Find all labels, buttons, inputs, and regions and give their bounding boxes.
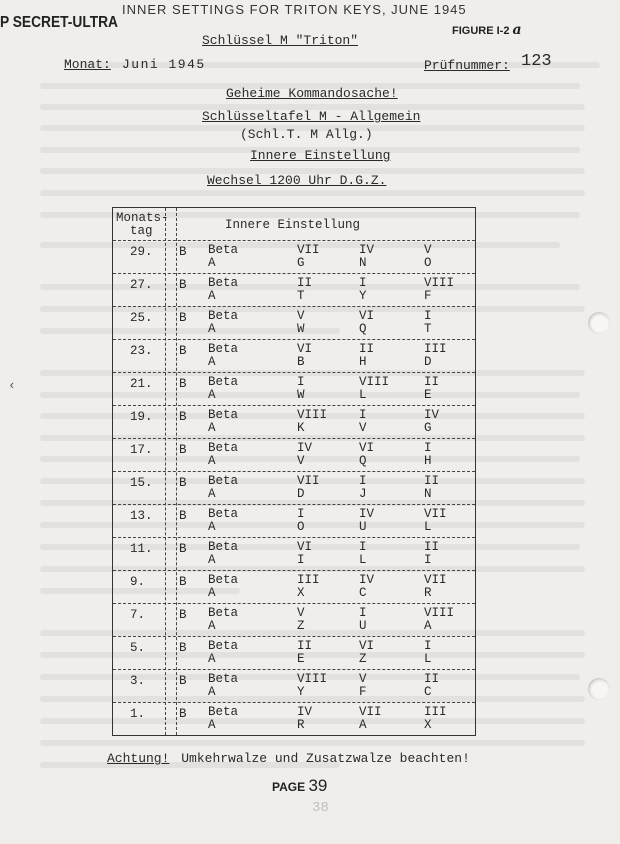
day-cell: 21. [130, 377, 153, 391]
rotor-2: IV [359, 243, 375, 257]
monat-label: Monat: [64, 57, 111, 72]
rotor-3: III [424, 705, 447, 719]
row-divider [113, 372, 475, 373]
binder-hole-top [588, 312, 610, 334]
rotor-3: II [424, 375, 440, 389]
row-divider [113, 702, 475, 703]
figure-number: FIGURE I-2 [452, 25, 510, 37]
zusatz-position: A [208, 586, 216, 600]
rotor-3-ring: C [424, 685, 432, 699]
day-cell: 17. [130, 443, 153, 457]
faint-page-number: 38 [312, 800, 329, 816]
reflector-cell: B [179, 707, 187, 721]
rotor-2-ring: A [359, 718, 367, 732]
zusatz-rotor: Beta [208, 309, 239, 323]
rotor-3-ring: G [424, 421, 432, 435]
rotor-1-ring: R [297, 718, 305, 732]
rotor-1: I [297, 507, 305, 521]
rotor-2: VII [359, 705, 382, 719]
rotor-3: II [424, 474, 440, 488]
row-divider [113, 537, 475, 538]
rotor-1: I [297, 375, 305, 389]
rotor-1-ring: Y [297, 685, 305, 699]
rotor-2: IV [359, 507, 375, 521]
reflector-cell: B [179, 641, 187, 655]
rotor-3: VII [424, 573, 447, 587]
rotor-2-ring: L [359, 388, 367, 402]
key-title: Schlüssel M "Triton" [202, 33, 359, 48]
rotor-2: I [359, 540, 367, 554]
day-cell: 19. [130, 410, 153, 424]
rotor-1-ring: I [297, 553, 305, 567]
reflector-cell: B [179, 608, 187, 622]
rotor-2-ring: U [359, 619, 367, 633]
rotor-2-ring: H [359, 355, 367, 369]
header-divider [113, 240, 475, 241]
rotor-3: VIII [424, 276, 455, 290]
zusatz-position: A [208, 487, 216, 501]
zusatz-position: A [208, 619, 216, 633]
rotor-3: I [424, 441, 432, 455]
rotor-1: II [297, 639, 313, 653]
zusatz-position: A [208, 652, 216, 666]
rotor-2-ring: Z [359, 652, 367, 666]
zusatz-rotor: Beta [208, 639, 239, 653]
day-cell: 5. [130, 641, 146, 655]
zusatz-position: A [208, 355, 216, 369]
settings-table [112, 207, 476, 736]
zusatz-position: A [208, 454, 216, 468]
zusatz-rotor: Beta [208, 507, 239, 521]
day-cell: 25. [130, 311, 153, 325]
rotor-2-ring: U [359, 520, 367, 534]
rotor-2: VIII [359, 375, 390, 389]
change-time: Wechsel 1200 Uhr D.G.Z. [207, 173, 387, 188]
day-cell: 9. [130, 575, 146, 589]
rotor-2: I [359, 474, 367, 488]
rotor-3-ring: H [424, 454, 432, 468]
reflector-cell: B [179, 344, 187, 358]
rotor-3: II [424, 672, 440, 686]
rotor-1-ring: G [297, 256, 305, 270]
rotor-3-ring: O [424, 256, 432, 270]
col-header-setting: Innere Einstellung [225, 218, 361, 232]
rotor-3-ring: X [424, 718, 432, 732]
zusatz-position: A [208, 322, 216, 336]
rotor-1-ring: K [297, 421, 305, 435]
rotor-1-ring: O [297, 520, 305, 534]
reflector-cell: B [179, 377, 187, 391]
reflector-cell: B [179, 476, 187, 490]
rotor-1: VII [297, 474, 320, 488]
page-number-value: 39 [308, 776, 328, 795]
row-divider [113, 504, 475, 505]
row-divider [113, 405, 475, 406]
reflector-cell: B [179, 278, 187, 292]
pruefnummer-value: 123 [521, 52, 552, 71]
rotor-1: V [297, 606, 305, 620]
rotor-1: VI [297, 540, 313, 554]
row-divider [113, 636, 475, 637]
rotor-1: II [297, 276, 313, 290]
rotor-2-ring: F [359, 685, 367, 699]
pruefnummer-label: Prüfnummer: [424, 58, 510, 73]
rotor-3: I [424, 639, 432, 653]
reflector-cell: B [179, 410, 187, 424]
rotor-1: III [297, 573, 320, 587]
rotor-3-ring: T [424, 322, 432, 336]
zusatz-rotor: Beta [208, 342, 239, 356]
zusatz-rotor: Beta [208, 672, 239, 686]
rotor-2-ring: J [359, 487, 367, 501]
stray-mark: ‹ [8, 378, 16, 393]
rotor-3-ring: N [424, 487, 432, 501]
row-divider [113, 570, 475, 571]
rotor-3: I [424, 309, 432, 323]
day-cell: 23. [130, 344, 153, 358]
rotor-1-ring: Z [297, 619, 305, 633]
rotor-3: VIII [424, 606, 455, 620]
row-divider [113, 339, 475, 340]
rotor-1: IV [297, 441, 313, 455]
rotor-1-ring: D [297, 487, 305, 501]
reflector-cell: B [179, 311, 187, 325]
rotor-1: V [297, 309, 305, 323]
warning-text: Umkehrwalze und Zusatzwalze beachten! [181, 751, 470, 766]
day-cell: 7. [130, 608, 146, 622]
rotor-1: VII [297, 243, 320, 257]
reflector-cell: B [179, 542, 187, 556]
rotor-2: VI [359, 639, 375, 653]
rotor-3-ring: I [424, 553, 432, 567]
zusatz-rotor: Beta [208, 375, 239, 389]
rotor-3-ring: E [424, 388, 432, 402]
rotor-2-ring: Q [359, 322, 367, 336]
day-cell: 1. [130, 707, 146, 721]
rotor-3-ring: R [424, 586, 432, 600]
rotor-3: II [424, 540, 440, 554]
zusatz-position: A [208, 685, 216, 699]
day-cell: 29. [130, 245, 153, 259]
day-cell: 3. [130, 674, 146, 688]
day-cell: 27. [130, 278, 153, 292]
reflector-cell: B [179, 443, 187, 457]
rotor-1-ring: B [297, 355, 305, 369]
col-header-day-1: Monats- [116, 211, 169, 225]
zusatz-rotor: Beta [208, 243, 239, 257]
rotor-2: II [359, 342, 375, 356]
rotor-3: V [424, 243, 432, 257]
zusatz-position: A [208, 421, 216, 435]
reflector-cell: B [179, 245, 187, 259]
rotor-2-ring: L [359, 553, 367, 567]
rotor-1: IV [297, 705, 313, 719]
table-title: Schlüsseltafel M - Allgemein [202, 109, 421, 124]
warning-label: Achtung! [107, 751, 170, 766]
zusatz-rotor: Beta [208, 540, 239, 554]
figure-label [452, 22, 522, 38]
rotor-2-ring: N [359, 256, 367, 270]
rotor-2-ring: Y [359, 289, 367, 303]
page-heading: INNER SETTINGS FOR TRITON KEYS, JUNE 1945 [122, 2, 467, 17]
zusatz-position: A [208, 553, 216, 567]
zusatz-position: A [208, 289, 216, 303]
rotor-2: I [359, 276, 367, 290]
rotor-1-ring: X [297, 586, 305, 600]
day-cell: 11. [130, 542, 153, 556]
rotor-2-ring: C [359, 586, 367, 600]
figure-suffix: a [512, 22, 522, 38]
zusatz-rotor: Beta [208, 276, 239, 290]
rotor-3-ring: L [424, 652, 432, 666]
rotor-2: VI [359, 309, 375, 323]
zusatz-position: A [208, 718, 216, 732]
rotor-3: III [424, 342, 447, 356]
zusatz-rotor: Beta [208, 573, 239, 587]
zusatz-position: A [208, 520, 216, 534]
rotor-1: VIII [297, 672, 328, 686]
day-cell: 15. [130, 476, 153, 490]
rotor-2: V [359, 672, 367, 686]
rotor-3-ring: D [424, 355, 432, 369]
zusatz-rotor: Beta [208, 606, 239, 620]
rotor-2: VI [359, 441, 375, 455]
page-number [272, 776, 327, 796]
warning-note [107, 751, 470, 766]
rotor-3: IV [424, 408, 440, 422]
rotor-3-ring: F [424, 289, 432, 303]
rotor-2: I [359, 408, 367, 422]
row-divider [113, 438, 475, 439]
rotor-1-ring: W [297, 388, 305, 402]
row-divider [113, 471, 475, 472]
rotor-2: I [359, 606, 367, 620]
rotor-1: VI [297, 342, 313, 356]
zusatz-position: A [208, 256, 216, 270]
rotor-3-ring: L [424, 520, 432, 534]
zusatz-position: A [208, 388, 216, 402]
row-divider [113, 603, 475, 604]
rotor-1-ring: V [297, 454, 305, 468]
zusatz-rotor: Beta [208, 441, 239, 455]
rotor-3-ring: A [424, 619, 432, 633]
setting-type: Innere Einstellung [250, 148, 391, 163]
zusatz-rotor: Beta [208, 705, 239, 719]
rotor-1-ring: W [297, 322, 305, 336]
col-header-day-2: tag [130, 224, 153, 238]
rotor-1-ring: T [297, 289, 305, 303]
monat-value: Juni 1945 [122, 57, 206, 72]
classification-stamp: P SECRET-ULTRA [0, 14, 118, 31]
classification-line: Geheime Kommandosache! [226, 86, 398, 101]
rotor-2-ring: V [359, 421, 367, 435]
rotor-3: VII [424, 507, 447, 521]
reflector-cell: B [179, 575, 187, 589]
rotor-2-ring: Q [359, 454, 367, 468]
page-label: PAGE [272, 780, 306, 794]
row-divider [113, 669, 475, 670]
zusatz-rotor: Beta [208, 408, 239, 422]
reflector-cell: B [179, 509, 187, 523]
day-cell: 13. [130, 509, 153, 523]
row-divider [113, 273, 475, 274]
rotor-2: IV [359, 573, 375, 587]
rotor-1: VIII [297, 408, 328, 422]
binder-hole-bottom [588, 678, 610, 700]
reflector-cell: B [179, 674, 187, 688]
row-divider [113, 306, 475, 307]
zusatz-rotor: Beta [208, 474, 239, 488]
table-abbrev: (Schl.T. M Allg.) [240, 127, 373, 142]
rotor-1-ring: E [297, 652, 305, 666]
